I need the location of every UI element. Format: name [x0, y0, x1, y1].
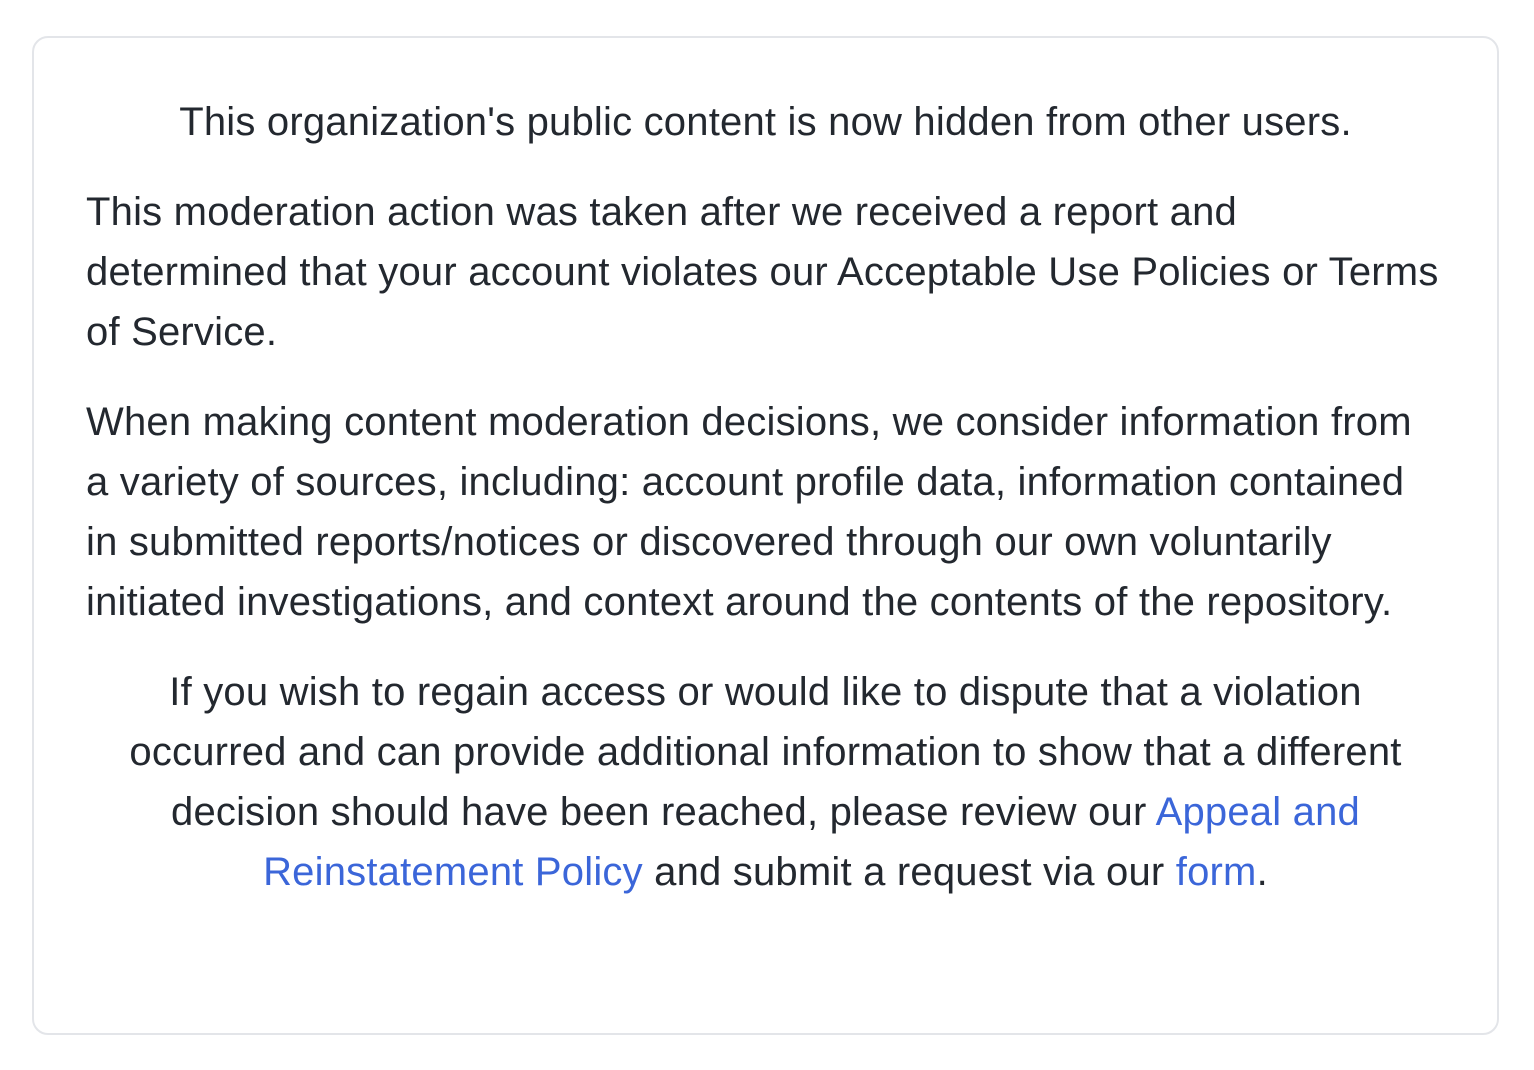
appeal-text-pre: If you wish to regain access or would like to dispute that a violation occurred and can provide additional information to show that a different decision should have been reached, please review our: [129, 670, 1402, 834]
appeal-text-end: .: [1256, 850, 1268, 894]
form-link[interactable]: form: [1175, 850, 1257, 894]
moderation-process-paragraph: When making content moderation decisions, we consider information from a variety of sources, including: account profile data, information contained in submitted reports/notices or discovered through our own voluntarily initiated investigations, and context around the contents of the repository.: [86, 400, 1412, 624]
appeal-policy-link[interactable]: Appeal and Reinstatement Policy: [263, 790, 1360, 894]
appeal-text-mid: and submit a request via our: [642, 850, 1176, 894]
appeal-paragraph: [86, 662, 1445, 902]
moderation-notice-card: [32, 36, 1499, 1035]
moderation-reason-paragraph: This moderation action was taken after we received a report and determined that your account violates our Acceptable Use Policies or Terms of Service.: [86, 190, 1439, 354]
hidden-content-headline: This organization's public content is now hidden from other users.: [179, 100, 1352, 144]
